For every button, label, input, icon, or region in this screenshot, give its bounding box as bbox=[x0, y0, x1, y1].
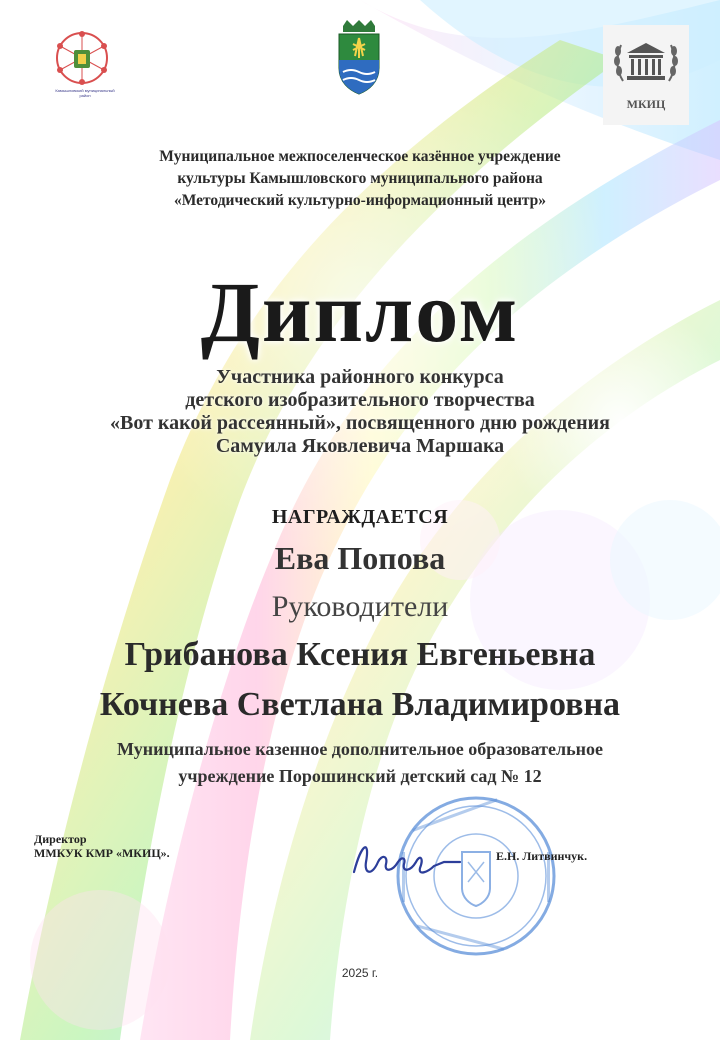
diploma-title: Диплом bbox=[200, 264, 520, 360]
coat-of-arms bbox=[333, 20, 385, 96]
director-title: Директор bbox=[34, 832, 87, 846]
left-logo-caption: Камышловский муниципальный район bbox=[55, 88, 115, 98]
school-line-1: Муниципальное казенное дополнительное образовательное bbox=[117, 739, 603, 759]
year-label: 2025 г. bbox=[341, 966, 379, 980]
mkic-logo-label: МКИЦ bbox=[626, 97, 666, 111]
organization-line-3: «Методический культурно-информационный центр» bbox=[173, 192, 547, 209]
mkic-logo bbox=[603, 25, 689, 125]
subtitle-line-2: детского изобразительного творчества bbox=[185, 389, 535, 411]
awarded-label: НАГРАЖДАЕТСЯ bbox=[271, 506, 449, 528]
director-organization: ММКУК КМР «МКИЦ». bbox=[34, 846, 170, 860]
school-name bbox=[0, 736, 720, 790]
organization-line-2: культуры Камышловского муниципального района bbox=[177, 170, 543, 187]
leaders-label: Руководители bbox=[271, 590, 449, 623]
director-name: Е.Н. Литвинчук. bbox=[496, 849, 588, 863]
organization-header bbox=[0, 146, 720, 212]
organization-line-1: Муниципальное межпоселенческое казённое учреждение bbox=[159, 148, 561, 165]
leader-name-2: Кочнева Светлана Владимировна bbox=[99, 686, 621, 723]
recipient-name: Ева Попова bbox=[274, 540, 446, 576]
school-line-2: учреждение Порошинский детский сад № 12 bbox=[178, 766, 542, 786]
contest-description bbox=[0, 366, 720, 458]
subtitle-line-3: «Вот какой рассеянный», посвященного дню рождения bbox=[110, 412, 610, 434]
subtitle-line-1: Участника районного конкурса bbox=[216, 366, 504, 388]
director-signature bbox=[348, 832, 478, 892]
director-block bbox=[34, 832, 170, 860]
subtitle-line-4: Самуила Яковлевича Маршака bbox=[215, 435, 505, 457]
leader-name-1: Грибанова Ксения Евгеньевна bbox=[124, 636, 596, 673]
district-emblem-logo bbox=[46, 30, 136, 100]
